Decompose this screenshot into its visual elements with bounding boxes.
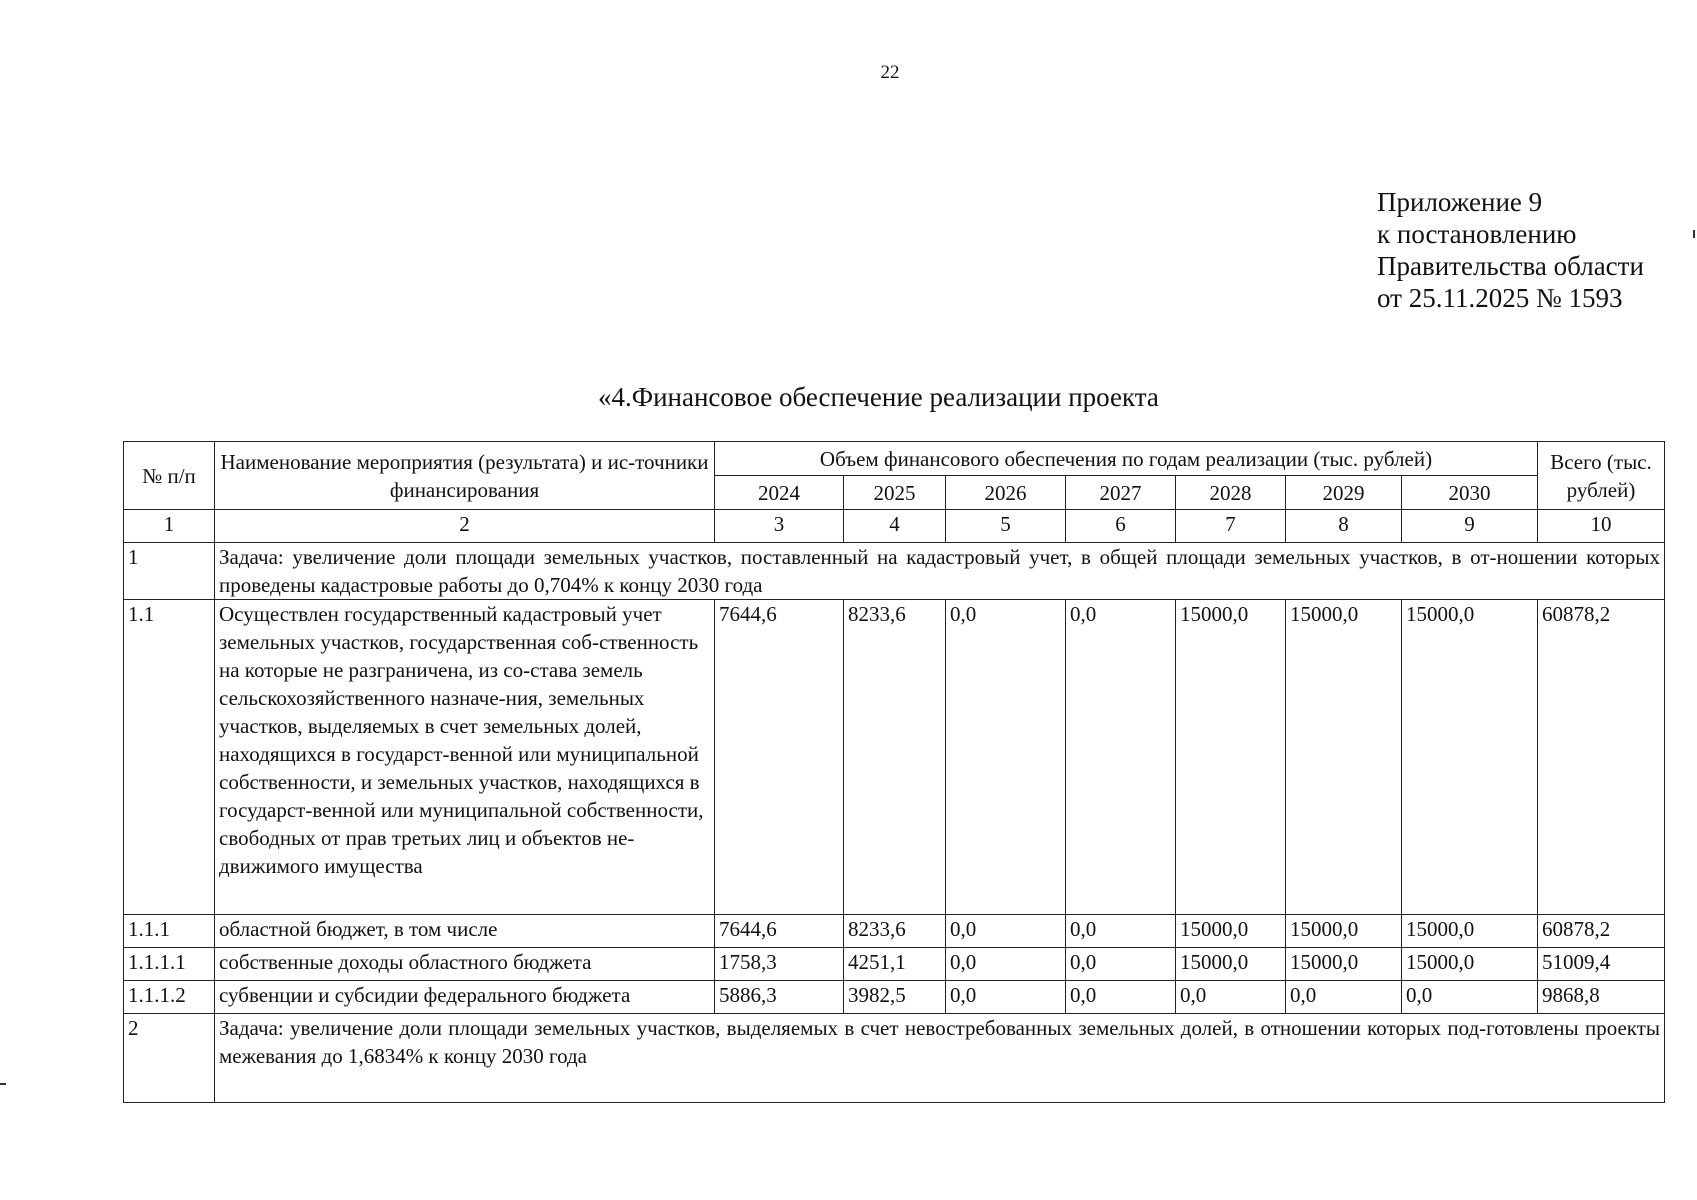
row-total: 9868,8 <box>1538 981 1665 1014</box>
header-volume: Объем финансового обеспечения по годам реализации (тыс. рублей) <box>715 442 1538 476</box>
header-year: 2024 <box>715 476 844 510</box>
column-number: 2 <box>215 510 715 543</box>
column-number: 5 <box>946 510 1066 543</box>
row-value: 0,0 <box>946 948 1066 981</box>
task-text: Задача: увеличение доли площади земельных участков, поставленный на кадастровый учет, в общей площади земельных участков, в от-ношении которых проведены кадастровые работы до 0,704% к концу 2030 года <box>215 543 1665 600</box>
row-value: 1758,3 <box>715 948 844 981</box>
row-value: 8233,6 <box>844 915 946 948</box>
scan-edge-mark <box>1693 230 1695 238</box>
task-num: 2 <box>124 1014 215 1103</box>
header-total: Всего (тыс. рублей) <box>1538 442 1665 510</box>
row-value: 15000,0 <box>1402 600 1538 915</box>
column-number: 8 <box>1286 510 1402 543</box>
annex-line-4: от 25.11.2025 № 1593 <box>1377 283 1623 313</box>
column-number: 7 <box>1176 510 1286 543</box>
row-value: 0,0 <box>1402 981 1538 1014</box>
row-value: 0,0 <box>946 915 1066 948</box>
financing-table <box>123 441 1665 1103</box>
row-value: 0,0 <box>946 981 1066 1014</box>
header-num: № п/п <box>124 442 215 510</box>
column-number: 3 <box>715 510 844 543</box>
row-total: 51009,4 <box>1538 948 1665 981</box>
row-value: 7644,6 <box>715 915 844 948</box>
column-number: 1 <box>124 510 215 543</box>
row-value: 7644,6 <box>715 600 844 915</box>
annex-line-1: Приложение 9 <box>1377 187 1543 217</box>
header-year: 2026 <box>946 476 1066 510</box>
table-row <box>124 600 1665 915</box>
row-value: 4251,1 <box>844 948 946 981</box>
column-number: 10 <box>1538 510 1665 543</box>
task-num: 1 <box>124 543 215 600</box>
row-name: собственные доходы областного бюджета <box>215 948 715 981</box>
table-row <box>124 915 1665 948</box>
row-value: 5886,3 <box>715 981 844 1014</box>
row-value: 0,0 <box>1176 981 1286 1014</box>
header-year: 2029 <box>1286 476 1402 510</box>
row-num: 1.1 <box>124 600 215 915</box>
table-row <box>124 948 1665 981</box>
row-num: 1.1.1.2 <box>124 981 215 1014</box>
annex-line-2: к постановлению <box>1377 219 1577 249</box>
task-row <box>124 543 1665 600</box>
header-year: 2028 <box>1176 476 1286 510</box>
row-value: 0,0 <box>1066 915 1176 948</box>
page-number: 22 <box>880 62 900 83</box>
row-value: 15000,0 <box>1402 915 1538 948</box>
annex-block <box>1377 186 1644 314</box>
row-num: 1.1.1.1 <box>124 948 215 981</box>
row-name: областной бюджет, в том числе <box>215 915 715 948</box>
row-value: 0,0 <box>946 600 1066 915</box>
row-value: 0,0 <box>1066 948 1176 981</box>
header-year: 2025 <box>844 476 946 510</box>
annex-line-3: Правительства области <box>1377 251 1644 281</box>
row-value: 15000,0 <box>1286 915 1402 948</box>
row-value: 15000,0 <box>1176 600 1286 915</box>
row-value: 15000,0 <box>1286 948 1402 981</box>
row-value: 0,0 <box>1066 600 1176 915</box>
row-value: 15000,0 <box>1402 948 1538 981</box>
row-name: субвенции и субсидии федерального бюджета <box>215 981 715 1014</box>
row-total: 60878,2 <box>1538 915 1665 948</box>
scan-edge-mark <box>0 1083 6 1085</box>
row-name: Осуществлен государственный кадастровый учет земельных участков, государственная соб-ственность на которые не разграничена, из со-става земель сельскохозяйственного назначе-ния, земельных участков, выделяемых в счет земельных долей, находящихся в государст-венной или муниципальной собственности, и земельных участков, находящихся в государст-венной или муниципальной собственности, свободных от прав третьих лиц и объектов не-движимого имущества <box>215 600 715 915</box>
section-title: «4.Финансовое обеспечение реализации проекта <box>598 382 1159 412</box>
header-year: 2027 <box>1066 476 1176 510</box>
row-num: 1.1.1 <box>124 915 215 948</box>
column-number: 4 <box>844 510 946 543</box>
task-row <box>124 1014 1665 1103</box>
header-year: 2030 <box>1402 476 1538 510</box>
row-value: 3982,5 <box>844 981 946 1014</box>
header-name: Наименование мероприятия (результата) и ис-точники финансирования <box>215 442 715 510</box>
row-value: 15000,0 <box>1286 600 1402 915</box>
row-value: 15000,0 <box>1176 948 1286 981</box>
column-number: 6 <box>1066 510 1176 543</box>
row-total: 60878,2 <box>1538 600 1665 915</box>
column-numbers-row <box>124 510 1665 543</box>
row-value: 0,0 <box>1286 981 1402 1014</box>
row-value: 0,0 <box>1066 981 1176 1014</box>
table-row <box>124 981 1665 1014</box>
column-number: 9 <box>1402 510 1538 543</box>
task-text: Задача: увеличение доли площади земельных участков, выделяемых в счет невостребованных земельных долей, в отношении которых под-готовлены проекты межевания до 1,6834% к концу 2030 года <box>215 1014 1665 1103</box>
row-value: 15000,0 <box>1176 915 1286 948</box>
row-value: 8233,6 <box>844 600 946 915</box>
